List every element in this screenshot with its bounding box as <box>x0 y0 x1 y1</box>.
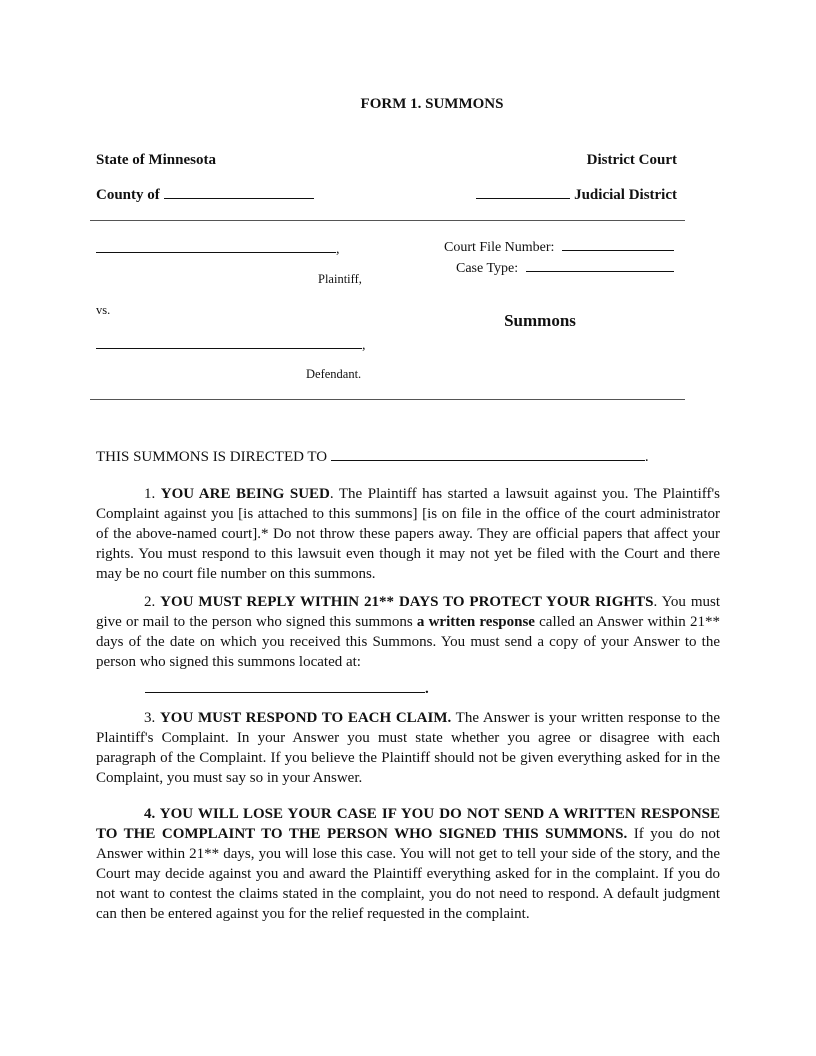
court-file-number-blank[interactable] <box>562 238 674 251</box>
court-file-number-label: Court File Number: <box>444 240 555 255</box>
paragraph-text: The Answer is your written response to the Plaintiff's Complaint. In your Answer you must state whether you agree or disagree with each paragraph of the Complaint. If you believe the Plaintiff should not be given everything asked for in the Complaint, you must say so in your Answer. <box>96 710 721 786</box>
divider <box>90 220 685 221</box>
county-field[interactable] <box>96 186 314 204</box>
paragraph-heading: YOU MUST REPLY WITHIN 21** DAYS TO PROTECT YOUR RIGHTS <box>160 594 654 610</box>
county-blank[interactable] <box>164 186 314 199</box>
paragraph-text: . The Plaintiff has started a lawsuit against you. The Plaintiff's Complaint against you [is attached to this summons] [is on file in the office of the court administrator of the above-named court].* Do not throw these papers away. They are official papers that affect your rights. You must respond to this lawsuit even though it may not yet be filed with the Court and there may be no court file number on this summons. <box>96 486 720 582</box>
paragraph-number: 1. <box>144 486 161 502</box>
defendant-blank[interactable] <box>96 336 362 349</box>
period: . <box>425 681 429 697</box>
state-label: State of Minnesota <box>96 152 216 168</box>
plaintiff-blank[interactable] <box>96 240 336 253</box>
paragraph-text: If you do not Answer within 21** days, you will lose this case. You will not get to tell your side of the story, and the Court may decide against you and award the Plaintiff everything asked for in the complaint. If you do not want to contest the claims stated in the complaint, you do not need to respond. A default judgment can then be entered against you for the relief requested in the complaint. <box>96 826 720 922</box>
form-title: FORM 1. SUMMONS <box>360 96 504 112</box>
paragraph-3 <box>96 708 720 788</box>
county-label: County of <box>96 187 160 203</box>
paragraph-heading: 4. YOU WILL LOSE YOUR CASE IF YOU DO NOT SEND A WRITTEN RESPONSE TO THE COMPLAINT TO THE PERSON WHO SIGNED THIS SUMMONS. <box>96 806 720 842</box>
paragraph-number: 2. <box>144 594 161 610</box>
document-title: Summons <box>504 311 576 330</box>
paragraph-text: . You must give or mail to the person who signed this summons <box>96 594 720 630</box>
address-blank[interactable] <box>145 680 425 693</box>
paragraph-heading: YOU ARE BEING SUED <box>160 486 330 502</box>
case-type-label: Case Type: <box>456 261 519 276</box>
period: . <box>644 449 649 465</box>
judicial-district-field[interactable] <box>476 186 677 204</box>
divider <box>90 399 685 400</box>
case-type-field[interactable] <box>456 259 674 277</box>
paragraph-number: 3. <box>144 710 160 726</box>
address-field[interactable] <box>145 680 429 698</box>
defendant-field[interactable] <box>96 336 366 354</box>
paragraph-text: called an Answer within 21** days of the date on which you received this Summons. You must send a copy of your Answer to the person who signed this summons located at: <box>96 614 720 670</box>
paragraph-emphasis: a written response <box>416 614 535 630</box>
directed-to-label: THIS SUMMONS IS DIRECTED TO <box>96 449 328 465</box>
case-type-blank[interactable] <box>526 259 674 272</box>
comma: , <box>336 242 340 257</box>
paragraph-4 <box>96 804 720 924</box>
vs-label: vs. <box>96 303 111 317</box>
plaintiff-label: Plaintiff, <box>318 272 362 286</box>
paragraph-1 <box>96 484 720 584</box>
judicial-district-label: Judicial District <box>574 187 677 203</box>
court-label: District Court <box>586 152 677 168</box>
district-blank[interactable] <box>476 186 570 199</box>
directed-to-field[interactable] <box>96 448 649 466</box>
court-file-number-field[interactable] <box>444 238 674 256</box>
paragraph-2 <box>96 592 720 672</box>
defendant-label: Defendant. <box>306 367 362 381</box>
plaintiff-field[interactable] <box>96 240 340 258</box>
paragraph-heading: YOU MUST RESPOND TO EACH CLAIM. <box>159 710 452 726</box>
directed-to-blank[interactable] <box>331 448 645 461</box>
comma: , <box>362 338 366 353</box>
